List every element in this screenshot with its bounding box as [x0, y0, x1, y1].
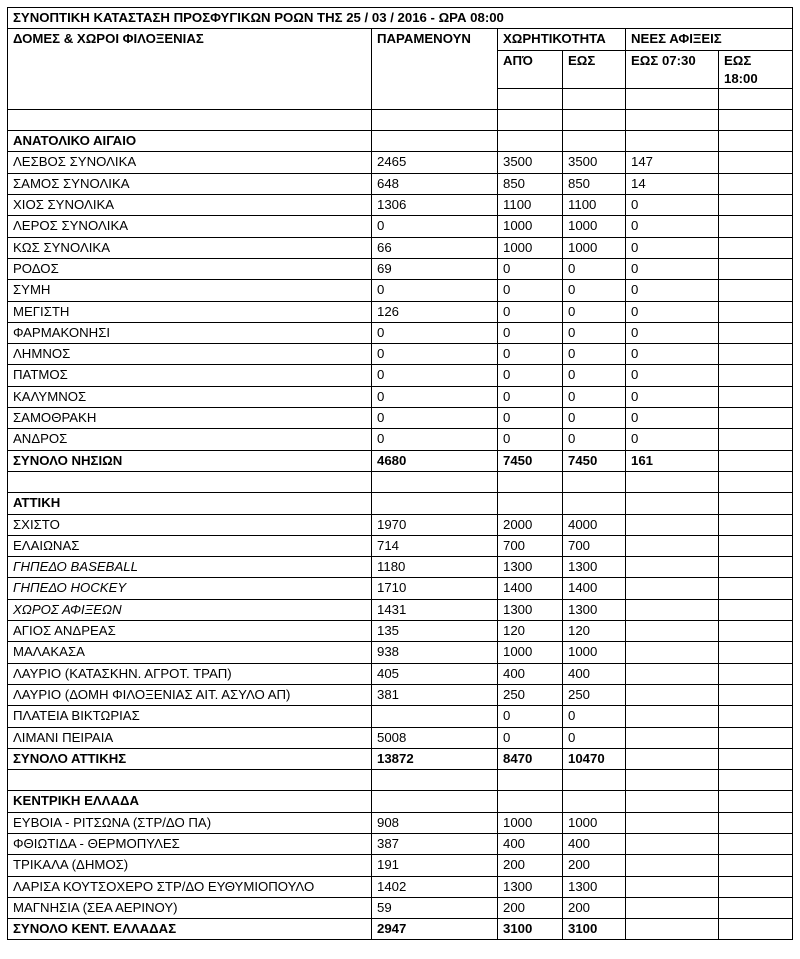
blank-cell	[372, 770, 498, 791]
blank-cell	[626, 770, 719, 791]
capacity-from-value: 200	[498, 855, 563, 876]
facility-name: ΛΑΡΙΣΑ ΚΟΥΤΣΟΧΕΡΟ ΣΤΡ/ΔΟ ΕΥΘΥΜΙΟΠΟΥΛΟ	[8, 876, 372, 897]
table-row	[8, 833, 793, 854]
arrivals-1800-value	[719, 642, 793, 663]
blank-cell	[498, 493, 563, 514]
table-row	[8, 535, 793, 556]
capacity-from-value: 400	[498, 833, 563, 854]
spacer-row	[8, 471, 793, 492]
table-row	[8, 195, 793, 216]
capacity-from-value: 120	[498, 621, 563, 642]
arrivals-0730-value	[626, 535, 719, 556]
section-header-row	[8, 791, 793, 812]
arrivals-0730-value	[626, 663, 719, 684]
table-row	[8, 557, 793, 578]
arrivals-0730-value: 0	[626, 322, 719, 343]
arrivals-0730-value	[626, 514, 719, 535]
arrivals-0730-value: 0	[626, 237, 719, 258]
arrivals-0730-value: 0	[626, 195, 719, 216]
capacity-to-value: 0	[563, 727, 626, 748]
blank-cell	[719, 791, 793, 812]
table-row	[8, 642, 793, 663]
remaining-value: 191	[372, 855, 498, 876]
facility-name: ΦΘΙΩΤΙΔΑ - ΘΕΡΜΟΠΥΛΕΣ	[8, 833, 372, 854]
capacity-to-value: 0	[563, 429, 626, 450]
arrivals-0730-value	[626, 876, 719, 897]
arrivals-1800-value	[719, 344, 793, 365]
arrivals-1800-value	[719, 663, 793, 684]
arrivals-0730-value	[626, 684, 719, 705]
capacity-from-value: 1100	[498, 195, 563, 216]
capacity-from-value: 1000	[498, 237, 563, 258]
remaining-value: 0	[372, 365, 498, 386]
arrivals-0730-value	[626, 727, 719, 748]
capacity-from-value: 1000	[498, 642, 563, 663]
remaining-value: 381	[372, 684, 498, 705]
facility-name: ΠΑΤΜΟΣ	[8, 365, 372, 386]
capacity-to-value: 10470	[563, 748, 626, 769]
blank-cell	[563, 131, 626, 152]
capacity-from-value: 1300	[498, 557, 563, 578]
facility-name: ΛΑΥΡΙΟ (ΔΟΜΗ ΦΙΛΟΞΕΝΙΑΣ ΑΙΤ. ΑΣΥΛΟ ΑΠ)	[8, 684, 372, 705]
remaining-value: 2465	[372, 152, 498, 173]
table-row	[8, 812, 793, 833]
table-row	[8, 322, 793, 343]
arrivals-1800-value	[719, 514, 793, 535]
capacity-from-value: 0	[498, 301, 563, 322]
remaining-value: 135	[372, 621, 498, 642]
remaining-value: 0	[372, 386, 498, 407]
capacity-to-value: 0	[563, 706, 626, 727]
header-new-arrivals: ΝΕΕΣ ΑΦΙΞΕΙΣ	[626, 29, 793, 50]
facility-name: ΛΕΣΒΟΣ ΣΥΝΟΛΙΚΑ	[8, 152, 372, 173]
remaining-value: 1180	[372, 557, 498, 578]
arrivals-1800-value	[719, 748, 793, 769]
remaining-value: 1306	[372, 195, 498, 216]
table-row	[8, 706, 793, 727]
arrivals-1800-value	[719, 450, 793, 471]
capacity-from-value: 1000	[498, 216, 563, 237]
arrivals-1800-value	[719, 322, 793, 343]
capacity-to-value: 200	[563, 855, 626, 876]
capacity-from-value: 0	[498, 727, 563, 748]
facility-name: ΛΑΥΡΙΟ (ΚΑΤΑΣΚΗΝ. ΑΓΡΟΤ. ΤΡΑΠ)	[8, 663, 372, 684]
facility-name: ΛΙΜΑΝΙ ΠΕΙΡΑΙΑ	[8, 727, 372, 748]
blank-cell	[626, 791, 719, 812]
arrivals-1800-value	[719, 599, 793, 620]
facility-name: ΣΑΜΟΣ ΣΥΝΟΛΙΚΑ	[8, 173, 372, 194]
arrivals-0730-value: 161	[626, 450, 719, 471]
blank-cell	[498, 131, 563, 152]
remaining-value: 938	[372, 642, 498, 663]
remaining-value: 4680	[372, 450, 498, 471]
spacer-row	[8, 770, 793, 791]
capacity-to-value: 1100	[563, 195, 626, 216]
arrivals-0730-value: 0	[626, 386, 719, 407]
header-capacity: ΧΩΡΗΤΙΚΟΤΗΤΑ	[498, 29, 626, 50]
header-arrivals-0730: ΕΩΣ 07:30	[626, 50, 719, 88]
capacity-to-value: 0	[563, 258, 626, 279]
arrivals-1800-value	[719, 919, 793, 940]
capacity-to-value: 400	[563, 833, 626, 854]
facility-name: ΓΗΠΕΔΟ BASEBALL	[8, 557, 372, 578]
arrivals-1800-value	[719, 876, 793, 897]
arrivals-1800-value	[719, 365, 793, 386]
table-row	[8, 344, 793, 365]
table-row	[8, 152, 793, 173]
capacity-to-value: 1300	[563, 557, 626, 578]
blank-cell	[719, 471, 793, 492]
arrivals-0730-value: 0	[626, 258, 719, 279]
arrivals-1800-value	[719, 621, 793, 642]
capacity-from-value: 1000	[498, 812, 563, 833]
table-row	[8, 301, 793, 322]
arrivals-0730-value	[626, 748, 719, 769]
blank-cell	[498, 109, 563, 130]
arrivals-0730-value	[626, 855, 719, 876]
capacity-to-value: 1000	[563, 216, 626, 237]
capacity-from-value: 700	[498, 535, 563, 556]
arrivals-1800-value	[719, 195, 793, 216]
arrivals-1800-value	[719, 557, 793, 578]
facility-name: ΛΗΜΝΟΣ	[8, 344, 372, 365]
table-row	[8, 258, 793, 279]
total-row	[8, 450, 793, 471]
remaining-value: 66	[372, 237, 498, 258]
section-title: ΚΕΝΤΡΙΚΗ ΕΛΛΑΔΑ	[8, 791, 372, 812]
blank-cell	[372, 791, 498, 812]
capacity-from-value: 0	[498, 386, 563, 407]
capacity-to-value: 120	[563, 621, 626, 642]
table-row	[8, 578, 793, 599]
capacity-to-value: 1400	[563, 578, 626, 599]
facility-name: ΣΥΝΟΛΟ ΑΤΤΙΚΗΣ	[8, 748, 372, 769]
capacity-from-value: 2000	[498, 514, 563, 535]
arrivals-0730-value	[626, 833, 719, 854]
arrivals-0730-value	[626, 897, 719, 918]
arrivals-0730-value: 0	[626, 216, 719, 237]
arrivals-1800-value	[719, 429, 793, 450]
blank-cell	[563, 88, 626, 109]
arrivals-1800-value	[719, 386, 793, 407]
arrivals-1800-value	[719, 216, 793, 237]
facility-name: ΛΕΡΟΣ ΣΥΝΟΛΙΚΑ	[8, 216, 372, 237]
capacity-from-value: 1400	[498, 578, 563, 599]
capacity-from-value: 3500	[498, 152, 563, 173]
arrivals-1800-value	[719, 578, 793, 599]
blank-cell	[498, 88, 563, 109]
blank-cell	[498, 770, 563, 791]
blank-cell	[563, 493, 626, 514]
blank-cell	[626, 88, 719, 109]
arrivals-1800-value	[719, 812, 793, 833]
capacity-from-value: 200	[498, 897, 563, 918]
table-row	[8, 727, 793, 748]
blank-cell	[626, 109, 719, 130]
arrivals-1800-value	[719, 152, 793, 173]
remaining-value: 648	[372, 173, 498, 194]
table-row	[8, 663, 793, 684]
table-row	[8, 855, 793, 876]
arrivals-0730-value	[626, 642, 719, 663]
remaining-value: 0	[372, 344, 498, 365]
arrivals-1800-value	[719, 280, 793, 301]
remaining-value: 714	[372, 535, 498, 556]
blank-cell	[719, 493, 793, 514]
capacity-to-value: 0	[563, 344, 626, 365]
remaining-value: 405	[372, 663, 498, 684]
arrivals-1800-value	[719, 684, 793, 705]
facility-name: ΠΛΑΤΕΙΑ ΒΙΚΤΩΡΙΑΣ	[8, 706, 372, 727]
arrivals-0730-value: 147	[626, 152, 719, 173]
table-row	[8, 599, 793, 620]
capacity-to-value: 0	[563, 386, 626, 407]
remaining-value: 1970	[372, 514, 498, 535]
table-row	[8, 514, 793, 535]
capacity-from-value: 250	[498, 684, 563, 705]
remaining-value: 1431	[372, 599, 498, 620]
remaining-value: 126	[372, 301, 498, 322]
blank-cell	[563, 109, 626, 130]
capacity-from-value: 0	[498, 706, 563, 727]
remaining-value: 0	[372, 216, 498, 237]
header-capacity-to: ΕΩΣ	[563, 50, 626, 88]
remaining-value: 13872	[372, 748, 498, 769]
arrivals-0730-value	[626, 919, 719, 940]
facility-name: ΕΛΑΙΩΝΑΣ	[8, 535, 372, 556]
refugee-flows-table	[7, 7, 793, 940]
blank-cell	[626, 493, 719, 514]
capacity-from-value: 850	[498, 173, 563, 194]
capacity-from-value: 8470	[498, 748, 563, 769]
capacity-from-value: 400	[498, 663, 563, 684]
blank-cell	[372, 493, 498, 514]
arrivals-1800-value	[719, 833, 793, 854]
capacity-to-value: 1300	[563, 599, 626, 620]
arrivals-1800-value	[719, 237, 793, 258]
header-arrivals-1800: ΕΩΣ 18:00	[719, 50, 793, 88]
facility-name: ΣΥΝΟΛΟ ΚΕΝΤ. ΕΛΛΑΔΑΣ	[8, 919, 372, 940]
header-facilities: ΔΟΜΕΣ & ΧΩΡΟΙ ΦΙΛΟΞΕΝΙΑΣ	[8, 29, 372, 110]
arrivals-0730-value	[626, 706, 719, 727]
blank-cell	[8, 770, 372, 791]
capacity-from-value: 0	[498, 429, 563, 450]
facility-name: ΣΑΜΟΘΡΑΚΗ	[8, 408, 372, 429]
table-row	[8, 684, 793, 705]
arrivals-1800-value	[719, 258, 793, 279]
remaining-value: 0	[372, 408, 498, 429]
table-row	[8, 876, 793, 897]
capacity-to-value: 700	[563, 535, 626, 556]
blank-cell	[719, 88, 793, 109]
table-row	[8, 365, 793, 386]
facility-name: ΑΝΔΡΟΣ	[8, 429, 372, 450]
facility-name: ΚΑΛΥΜΝΟΣ	[8, 386, 372, 407]
blank-cell	[372, 471, 498, 492]
remaining-value: 387	[372, 833, 498, 854]
capacity-to-value: 0	[563, 365, 626, 386]
facility-name: ΡΟΔΟΣ	[8, 258, 372, 279]
capacity-from-value: 7450	[498, 450, 563, 471]
arrivals-0730-value	[626, 578, 719, 599]
blank-cell	[626, 131, 719, 152]
section-title: ΑΤΤΙΚΗ	[8, 493, 372, 514]
capacity-from-value: 1300	[498, 599, 563, 620]
blank-cell	[372, 109, 498, 130]
table-row	[8, 173, 793, 194]
capacity-to-value: 1000	[563, 812, 626, 833]
facility-name: ΣΥΝΟΛΟ ΝΗΣΙΩΝ	[8, 450, 372, 471]
capacity-to-value: 400	[563, 663, 626, 684]
spacer-row	[8, 109, 793, 130]
capacity-to-value: 4000	[563, 514, 626, 535]
arrivals-0730-value	[626, 812, 719, 833]
capacity-to-value: 200	[563, 897, 626, 918]
capacity-to-value: 0	[563, 301, 626, 322]
facility-name: ΓΗΠΕΔΟ HOCKEY	[8, 578, 372, 599]
facility-name: ΣΥΜΗ	[8, 280, 372, 301]
table-row	[8, 216, 793, 237]
section-header-row	[8, 493, 793, 514]
facility-name: ΜΑΓΝΗΣΙΑ (ΣΕΑ ΑΕΡΙΝΟΥ)	[8, 897, 372, 918]
arrivals-0730-value: 14	[626, 173, 719, 194]
capacity-from-value: 0	[498, 408, 563, 429]
capacity-from-value: 1300	[498, 876, 563, 897]
capacity-to-value: 0	[563, 280, 626, 301]
arrivals-0730-value	[626, 557, 719, 578]
facility-name: ΧΩΡΟΣ ΑΦΙΞΕΩΝ	[8, 599, 372, 620]
section-title: ΑΝΑΤΟΛΙΚΟ ΑΙΓΑΙΟ	[8, 131, 372, 152]
arrivals-0730-value: 0	[626, 344, 719, 365]
arrivals-1800-value	[719, 408, 793, 429]
arrivals-0730-value: 0	[626, 429, 719, 450]
blank-cell	[719, 109, 793, 130]
header-capacity-from: ΑΠΌ	[498, 50, 563, 88]
arrivals-1800-value	[719, 897, 793, 918]
facility-name: ΦΑΡΜΑΚΟΝΗΣΙ	[8, 322, 372, 343]
remaining-value: 1710	[372, 578, 498, 599]
facility-name: ΤΡΙΚΑΛΑ (ΔΗΜΟΣ)	[8, 855, 372, 876]
arrivals-1800-value	[719, 706, 793, 727]
blank-cell	[563, 770, 626, 791]
total-row	[8, 748, 793, 769]
remaining-value: 59	[372, 897, 498, 918]
total-row	[8, 919, 793, 940]
blank-cell	[626, 471, 719, 492]
table-row	[8, 237, 793, 258]
blank-cell	[8, 471, 372, 492]
blank-cell	[498, 471, 563, 492]
capacity-from-value: 0	[498, 344, 563, 365]
capacity-from-value: 0	[498, 258, 563, 279]
capacity-to-value: 850	[563, 173, 626, 194]
remaining-value: 69	[372, 258, 498, 279]
arrivals-1800-value	[719, 855, 793, 876]
remaining-value: 0	[372, 429, 498, 450]
capacity-to-value: 7450	[563, 450, 626, 471]
capacity-from-value: 0	[498, 322, 563, 343]
blank-cell	[719, 770, 793, 791]
remaining-value: 0	[372, 322, 498, 343]
capacity-to-value: 1000	[563, 237, 626, 258]
capacity-to-value: 3500	[563, 152, 626, 173]
remaining-value: 2947	[372, 919, 498, 940]
facility-name: ΣΧΙΣΤΟ	[8, 514, 372, 535]
section-header-row	[8, 131, 793, 152]
remaining-value: 1402	[372, 876, 498, 897]
facility-name: ΧΙΟΣ ΣΥΝΟΛΙΚΑ	[8, 195, 372, 216]
capacity-to-value: 250	[563, 684, 626, 705]
arrivals-0730-value: 0	[626, 408, 719, 429]
table-row	[8, 621, 793, 642]
remaining-value: 908	[372, 812, 498, 833]
arrivals-0730-value: 0	[626, 365, 719, 386]
arrivals-1800-value	[719, 173, 793, 194]
capacity-from-value: 3100	[498, 919, 563, 940]
blank-cell	[8, 109, 372, 130]
blank-cell	[563, 471, 626, 492]
blank-cell	[372, 131, 498, 152]
facility-name: ΜΑΛΑΚΑΣΑ	[8, 642, 372, 663]
capacity-to-value: 0	[563, 408, 626, 429]
arrivals-1800-value	[719, 727, 793, 748]
arrivals-0730-value	[626, 621, 719, 642]
remaining-value: 0	[372, 280, 498, 301]
remaining-value	[372, 706, 498, 727]
arrivals-0730-value: 0	[626, 280, 719, 301]
table-row	[8, 408, 793, 429]
capacity-from-value: 0	[498, 365, 563, 386]
arrivals-0730-value	[626, 599, 719, 620]
arrivals-1800-value	[719, 301, 793, 322]
facility-name: ΕΥΒΟΙΑ - ΡΙΤΣΩΝΑ (ΣΤΡ/ΔΟ ΠΑ)	[8, 812, 372, 833]
facility-name: ΚΩΣ ΣΥΝΟΛΙΚΑ	[8, 237, 372, 258]
table-row	[8, 897, 793, 918]
capacity-to-value: 3100	[563, 919, 626, 940]
capacity-from-value: 0	[498, 280, 563, 301]
table-row	[8, 429, 793, 450]
table-row	[8, 386, 793, 407]
report-title: ΣΥΝΟΠΤΙΚΗ ΚΑΤΑΣΤΑΣΗ ΠΡΟΣΦΥΓΙΚΩΝ ΡΟΩΝ ΤΗΣ 25 / 03 / 2016 - ΩΡΑ 08:00	[8, 8, 793, 29]
blank-cell	[498, 791, 563, 812]
capacity-to-value: 1300	[563, 876, 626, 897]
facility-name: ΜΕΓΙΣΤΗ	[8, 301, 372, 322]
capacity-to-value: 1000	[563, 642, 626, 663]
header-remaining: ΠΑΡΑΜΕΝΟΥΝ	[372, 29, 498, 110]
remaining-value: 5008	[372, 727, 498, 748]
capacity-to-value: 0	[563, 322, 626, 343]
table-row	[8, 280, 793, 301]
facility-name: ΑΓΙΟΣ ΑΝΔΡΕΑΣ	[8, 621, 372, 642]
blank-cell	[719, 131, 793, 152]
blank-cell	[563, 791, 626, 812]
arrivals-1800-value	[719, 535, 793, 556]
arrivals-0730-value: 0	[626, 301, 719, 322]
